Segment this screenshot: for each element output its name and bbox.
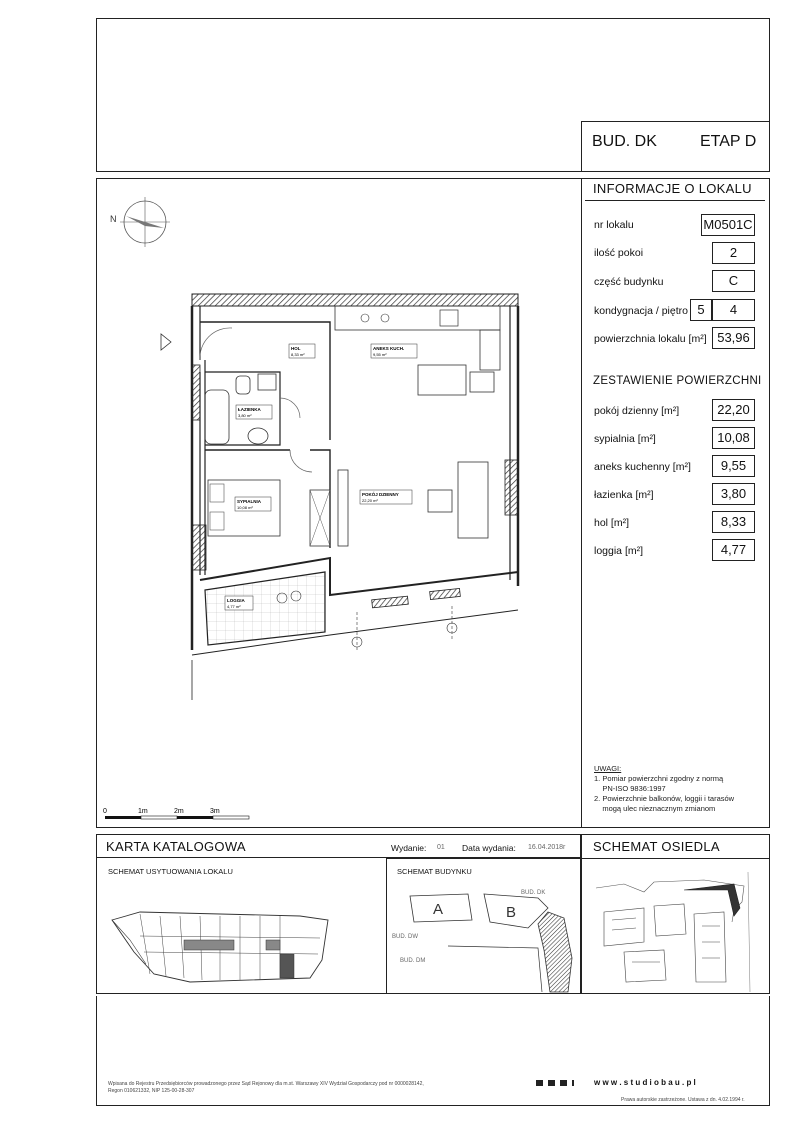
- svg-text:POKÓJ DZIENNY: POKÓJ DZIENNY: [362, 492, 399, 497]
- svg-text:4,77 m²: 4,77 m²: [227, 604, 241, 609]
- svg-text:SYPIALNIA: SYPIALNIA: [237, 499, 262, 504]
- stage-label: ETAP D: [700, 133, 757, 150]
- room-label-living: [360, 490, 412, 504]
- rooms-value: 2: [712, 242, 755, 264]
- svg-text:3m: 3m: [210, 808, 220, 815]
- svg-text:3,80 m²: 3,80 m²: [238, 413, 252, 418]
- area-value-bathroom: 3,80: [712, 483, 755, 505]
- svg-text:N: N: [110, 214, 117, 224]
- svg-text:2m: 2m: [174, 808, 184, 815]
- floor-value: 4: [712, 299, 755, 321]
- area-label-loggia: loggia [m²]: [594, 545, 644, 557]
- estate-title: SCHEMAT OSIEDLA: [593, 839, 720, 854]
- svg-text:ANEKS KUCH.: ANEKS KUCH.: [373, 346, 405, 351]
- estate-title-rule: [581, 858, 770, 859]
- area-label-kitchen: aneks kuchenny [m²]: [594, 461, 691, 473]
- website: w w w . s t u d i o b a u . p l: [594, 1078, 696, 1087]
- estate-schematic: [584, 862, 768, 994]
- area-value-living: 22,20: [712, 399, 755, 421]
- svg-text:22,20 m²: 22,20 m²: [362, 498, 378, 503]
- info-label-rooms: ilość pokoi: [594, 247, 644, 259]
- notes-line-2: PN-ISO 9836:1997: [594, 784, 666, 793]
- area-value-loggia: 4,77: [712, 539, 755, 561]
- info-label-building-part: część budynku: [594, 276, 664, 288]
- svg-text:BUD. DW: BUD. DW: [392, 934, 418, 940]
- unit-number-value: M0501C: [701, 214, 755, 236]
- location-schematic: [100, 880, 382, 992]
- room-label-hall: [289, 344, 315, 358]
- areas-title: ZESTAWIENIE POWIERZCHNI: [593, 375, 762, 387]
- notes-title: UWAGI:: [594, 764, 622, 773]
- location-title: SCHEMAT USYTUOWANIA LOKALU: [108, 867, 233, 876]
- total-area-value: 53,96: [712, 327, 755, 349]
- area-value-hall: 8,33: [712, 511, 755, 533]
- registry-line-2: Regon 010621332, NIP 125-00-28-307: [108, 1088, 195, 1094]
- floor-plan: [100, 182, 578, 822]
- copyright-note: Prawa autorskie zastrzeżone. Ustawa z dn. 4.02.1994 r.: [621, 1097, 745, 1103]
- info-title: INFORMACJE O LOKALU: [593, 181, 752, 196]
- date-label: Data wydania:: [462, 843, 516, 853]
- notes-line-3: 2. Powierzchnie balkonów, loggii i tarasów: [594, 794, 735, 803]
- room-label-loggia: [225, 596, 253, 610]
- info-label-area: powierzchnia lokalu [m²]: [594, 333, 707, 345]
- building-schema-title: SCHEMAT BUDYNKU: [397, 867, 472, 876]
- area-label-bedroom: sypialnia [m²]: [594, 433, 656, 445]
- edition-label: Wydanie:: [391, 843, 427, 853]
- area-label-hall: hol [m²]: [594, 517, 630, 529]
- footer-frame: [96, 996, 770, 1106]
- building-part-value: C: [712, 270, 755, 292]
- notes-line-1: 1. Pomiar powierzchni zgodny z normą: [594, 774, 724, 783]
- area-value-bedroom: 10,08: [712, 427, 755, 449]
- storey-value: 5: [690, 299, 712, 321]
- room-label-bathroom: [236, 405, 272, 419]
- catalog-title: KARTA KATALOGOWA: [106, 839, 246, 854]
- svg-text:BUD. DK: BUD. DK: [521, 890, 546, 896]
- area-label-living: pokój dzienny [m²]: [594, 405, 680, 417]
- area-value-kitchen: 9,55: [712, 455, 755, 477]
- compass-icon: [110, 197, 170, 247]
- svg-text:HOL: HOL: [291, 346, 301, 351]
- svg-text:1m: 1m: [138, 808, 148, 815]
- svg-text:A: A: [433, 901, 444, 918]
- info-title-rule: [585, 200, 765, 201]
- brand-logo: [536, 1080, 574, 1086]
- edition-value: 01: [437, 844, 445, 851]
- svg-text:0: 0: [103, 808, 107, 815]
- registry-line-1: Wpisana do Rejestru Przedsiębiorców prowadzonego przez Sąd Rejonowy dla m.st. Warszawy XIV Wydział Gospodarczy pod nr 0000028142,: [108, 1081, 424, 1087]
- svg-text:10,08 m²: 10,08 m²: [237, 505, 253, 510]
- building-schematic: [388, 878, 580, 994]
- date-value: 16.04.2018r: [528, 844, 566, 851]
- room-label-kitchen: [371, 344, 417, 358]
- svg-text:9,55 m²: 9,55 m²: [373, 352, 387, 357]
- svg-text:LOGGIA: LOGGIA: [227, 598, 245, 603]
- svg-text:BUD. DM: BUD. DM: [400, 958, 426, 964]
- info-label-unit-number: nr lokalu: [594, 219, 634, 231]
- info-label-floor: kondygnacja / piętro: [594, 305, 688, 317]
- area-label-bathroom: łazienka [m²]: [594, 489, 654, 501]
- building-label: BUD. DK: [592, 133, 657, 150]
- svg-text:ŁAZIENKA: ŁAZIENKA: [238, 407, 261, 412]
- room-label-bedroom: [235, 497, 271, 511]
- entrance-marker: [161, 334, 171, 350]
- notes-line-4: mogą ulec nieznacznym zmianom: [594, 804, 716, 813]
- scale-bar: [103, 808, 249, 819]
- svg-text:B: B: [506, 904, 517, 921]
- svg-text:8,33 m²: 8,33 m²: [291, 352, 305, 357]
